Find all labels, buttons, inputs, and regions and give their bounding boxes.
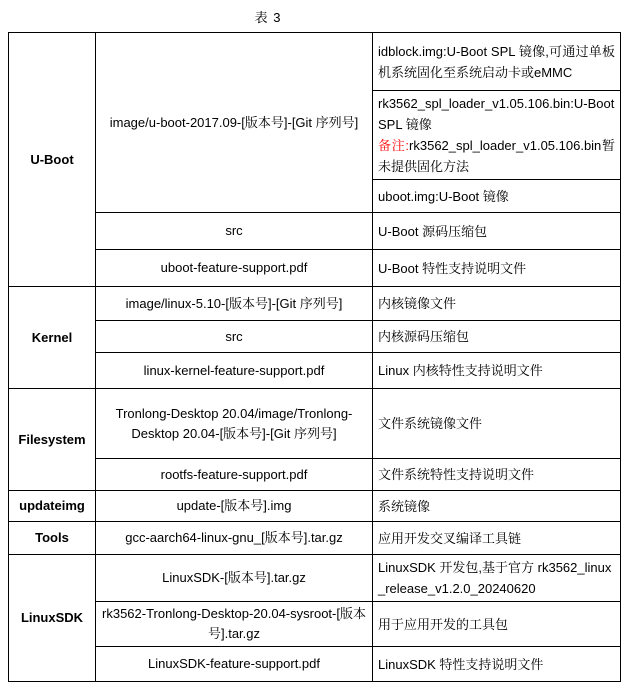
kernel-src-desc-cell: 内核源码压缩包 — [373, 321, 621, 353]
uboot-src-cell: src — [96, 213, 373, 250]
kernel-src-cell: src — [96, 321, 373, 353]
tools-category-cell: Tools — [9, 522, 96, 555]
table-row — [9, 213, 621, 250]
kernel-image-desc-cell: 内核镜像文件 — [373, 287, 621, 321]
filesystem-pdf-desc-cell: 文件系统特性支持说明文件 — [373, 459, 621, 491]
table-caption: 表 3 — [254, 10, 282, 25]
filesystem-image-desc-cell: 文件系统镜像文件 — [373, 389, 621, 459]
table-row — [9, 491, 621, 522]
uboot-image-path-cell: image/u-boot-2017.09-[版本号]-[Git 序列号] — [96, 33, 373, 213]
tools-desc-cell: 应用开发交叉编译工具链 — [373, 522, 621, 555]
table-row — [9, 389, 621, 459]
kernel-pdf-desc-cell: Linux 内核特性支持说明文件 — [373, 353, 621, 389]
uboot-pdf-cell: uboot-feature-support.pdf — [96, 250, 373, 287]
table-row — [9, 647, 621, 682]
table-row — [9, 555, 621, 602]
updateimg-desc-cell: 系统镜像 — [373, 491, 621, 522]
filesystem-pdf-cell: rootfs-feature-support.pdf — [96, 459, 373, 491]
uboot-spl-desc-cell — [373, 91, 621, 180]
linuxsdk-sysroot-desc-cell: 用于应用开发的工具包 — [373, 602, 621, 647]
linuxsdk-pdf-desc-cell: LinuxSDK 特性支持说明文件 — [373, 647, 621, 682]
table-row — [9, 602, 621, 647]
linuxsdk-pdf-cell: LinuxSDK-feature-support.pdf — [96, 647, 373, 682]
uboot-category-cell: U-Boot — [9, 33, 96, 287]
table-row — [9, 321, 621, 353]
filesystem-image-path-cell: Tronlong-Desktop 20.04/image/Tronlong-Desktop 20.04-[版本号]-[Git 序列号] — [96, 389, 373, 459]
linuxsdk-sdk-desc-cell: LinuxSDK 开发包,基于官方 rk3562_linux_release_v1.2.0_20240620 — [373, 555, 621, 602]
linuxsdk-category-cell: LinuxSDK — [9, 555, 96, 682]
updateimg-file-cell: update-[版本号].img — [96, 491, 373, 522]
uboot-spl-desc-text: rk3562_spl_loader_v1.05.106.bin:U-Boot SPL 镜像 — [378, 96, 615, 132]
uboot-src-desc-cell: U-Boot 源码压缩包 — [373, 213, 621, 250]
table-row — [9, 250, 621, 287]
table-row — [9, 459, 621, 491]
table-row — [9, 522, 621, 555]
table-row — [9, 287, 621, 321]
tools-file-cell: gcc-aarch64-linux-gnu_[版本号].tar.gz — [96, 522, 373, 555]
kernel-image-path-cell: image/linux-5.10-[版本号]-[Git 序列号] — [96, 287, 373, 321]
table-row — [9, 33, 621, 91]
note-label: 备注: — [378, 138, 410, 153]
table-row — [9, 353, 621, 389]
uboot-idblock-desc-cell: idblock.img:U-Boot SPL 镜像,可通过单板机系统固化至系统启动卡或eMMC — [373, 33, 621, 91]
note-text: rk3562_spl_loader_v1.05.106.bin暂未提供固化方法 — [378, 138, 615, 174]
uboot-img-desc-cell: uboot.img:U-Boot 镜像 — [373, 180, 621, 213]
uboot-spl-note — [378, 135, 615, 177]
release-contents-table — [8, 32, 621, 682]
linuxsdk-sysroot-file-cell: rk3562-Tronlong-Desktop-20.04-sysroot-[版本号].tar.gz — [96, 602, 373, 647]
updateimg-category-cell: updateimg — [9, 491, 96, 522]
uboot-pdf-desc-cell: U-Boot 特性支持说明文件 — [373, 250, 621, 287]
filesystem-category-cell: Filesystem — [9, 389, 96, 491]
linuxsdk-sdk-file-cell: LinuxSDK-[版本号].tar.gz — [96, 555, 373, 602]
kernel-category-cell: Kernel — [9, 287, 96, 389]
kernel-pdf-cell: linux-kernel-feature-support.pdf — [96, 353, 373, 389]
